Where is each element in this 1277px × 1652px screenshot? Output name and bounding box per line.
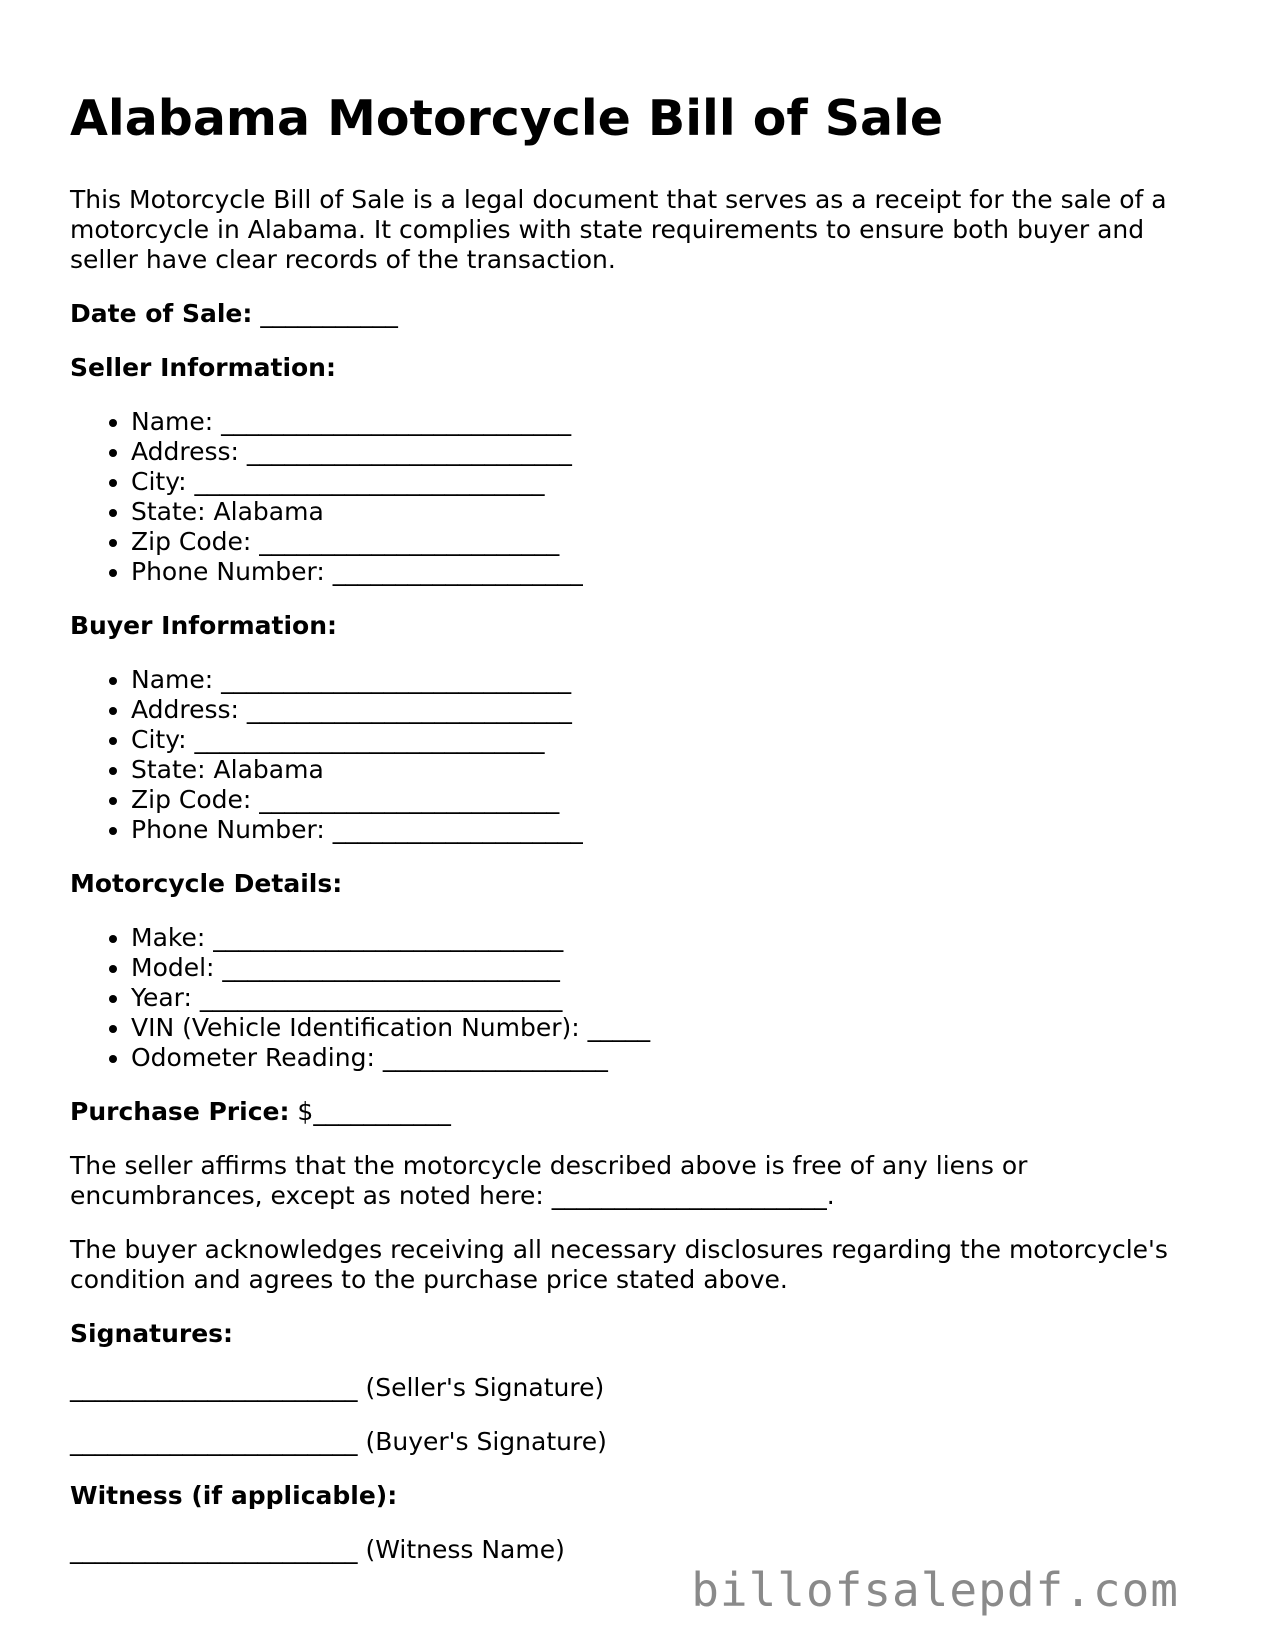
buyer-signature-line: _______________________ (Buyer's Signature): [70, 1427, 607, 1456]
seller-list: [70, 407, 1220, 587]
intro-paragraph: This Motorcycle Bill of Sale is a legal document that serves as a receipt for the sale of a motorcycle in Alabama. It complies with state requirements to ensure both buyer and seller have clear records of the transaction.: [70, 185, 1167, 274]
date-of-sale-blank: ___________: [252, 299, 398, 328]
seller-phone-field: • Phone Number: ____________________: [131, 557, 1220, 587]
seller-name-field: • Name: ____________________________: [131, 407, 1220, 437]
purchase-price: [70, 1097, 1220, 1127]
motorcycle-year-field: • Year: _____________________________: [131, 983, 1220, 1013]
signatures-heading: Signatures:: [70, 1319, 234, 1348]
motorcycle-model-field: • Model: ___________________________: [131, 953, 1220, 983]
seller-state-field: • State: Alabama: [131, 497, 1220, 527]
buyer-address-field: • Address: __________________________: [131, 695, 1220, 725]
buyer-heading: Buyer Information:: [70, 611, 338, 640]
witness-signature-line: _______________________ (Witness Name): [70, 1535, 565, 1564]
document-page: [70, 84, 1220, 1589]
seller-heading: Seller Information:: [70, 353, 336, 382]
buyer-zip-field: • Zip Code: ________________________: [131, 785, 1220, 815]
disclosure-paragraph: The buyer acknowledges receiving all necessary disclosures regarding the motorcycle's condition and agrees to the purchase price stated above.: [70, 1235, 1168, 1294]
buyer-name-field: • Name: ____________________________: [131, 665, 1220, 695]
buyer-state-field: • State: Alabama: [131, 755, 1220, 785]
buyer-phone-field: • Phone Number: ____________________: [131, 815, 1220, 845]
motorcycle-list: [70, 923, 1220, 1073]
buyer-list: [70, 665, 1220, 845]
date-of-sale: [70, 299, 1220, 329]
liens-paragraph: The seller affirms that the motorcycle described above is free of any liens or encumbrances, except as noted here: ______________________.: [70, 1151, 1028, 1210]
motorcycle-make-field: • Make: ____________________________: [131, 923, 1220, 953]
date-of-sale-label: Date of Sale:: [70, 299, 253, 328]
seller-signature-line: _______________________ (Seller's Signature): [70, 1373, 605, 1402]
motorcycle-odometer-field: • Odometer Reading: __________________: [131, 1043, 1220, 1073]
purchase-price-label: Purchase Price:: [70, 1097, 290, 1126]
watermark: billofsalepdf.com: [691, 1563, 1179, 1617]
seller-zip-field: • Zip Code: ________________________: [131, 527, 1220, 557]
purchase-price-blank: $___________: [289, 1097, 451, 1126]
witness-heading: Witness (if applicable):: [70, 1481, 398, 1510]
seller-city-field: • City: ____________________________: [131, 467, 1220, 497]
motorcycle-vin-field: • VIN (Vehicle Identification Number): _____: [131, 1013, 1220, 1043]
seller-address-field: • Address: __________________________: [131, 437, 1220, 467]
page-title: Alabama Motorcycle Bill of Sale: [70, 90, 944, 147]
motorcycle-heading: Motorcycle Details:: [70, 869, 343, 898]
buyer-city-field: • City: ____________________________: [131, 725, 1220, 755]
